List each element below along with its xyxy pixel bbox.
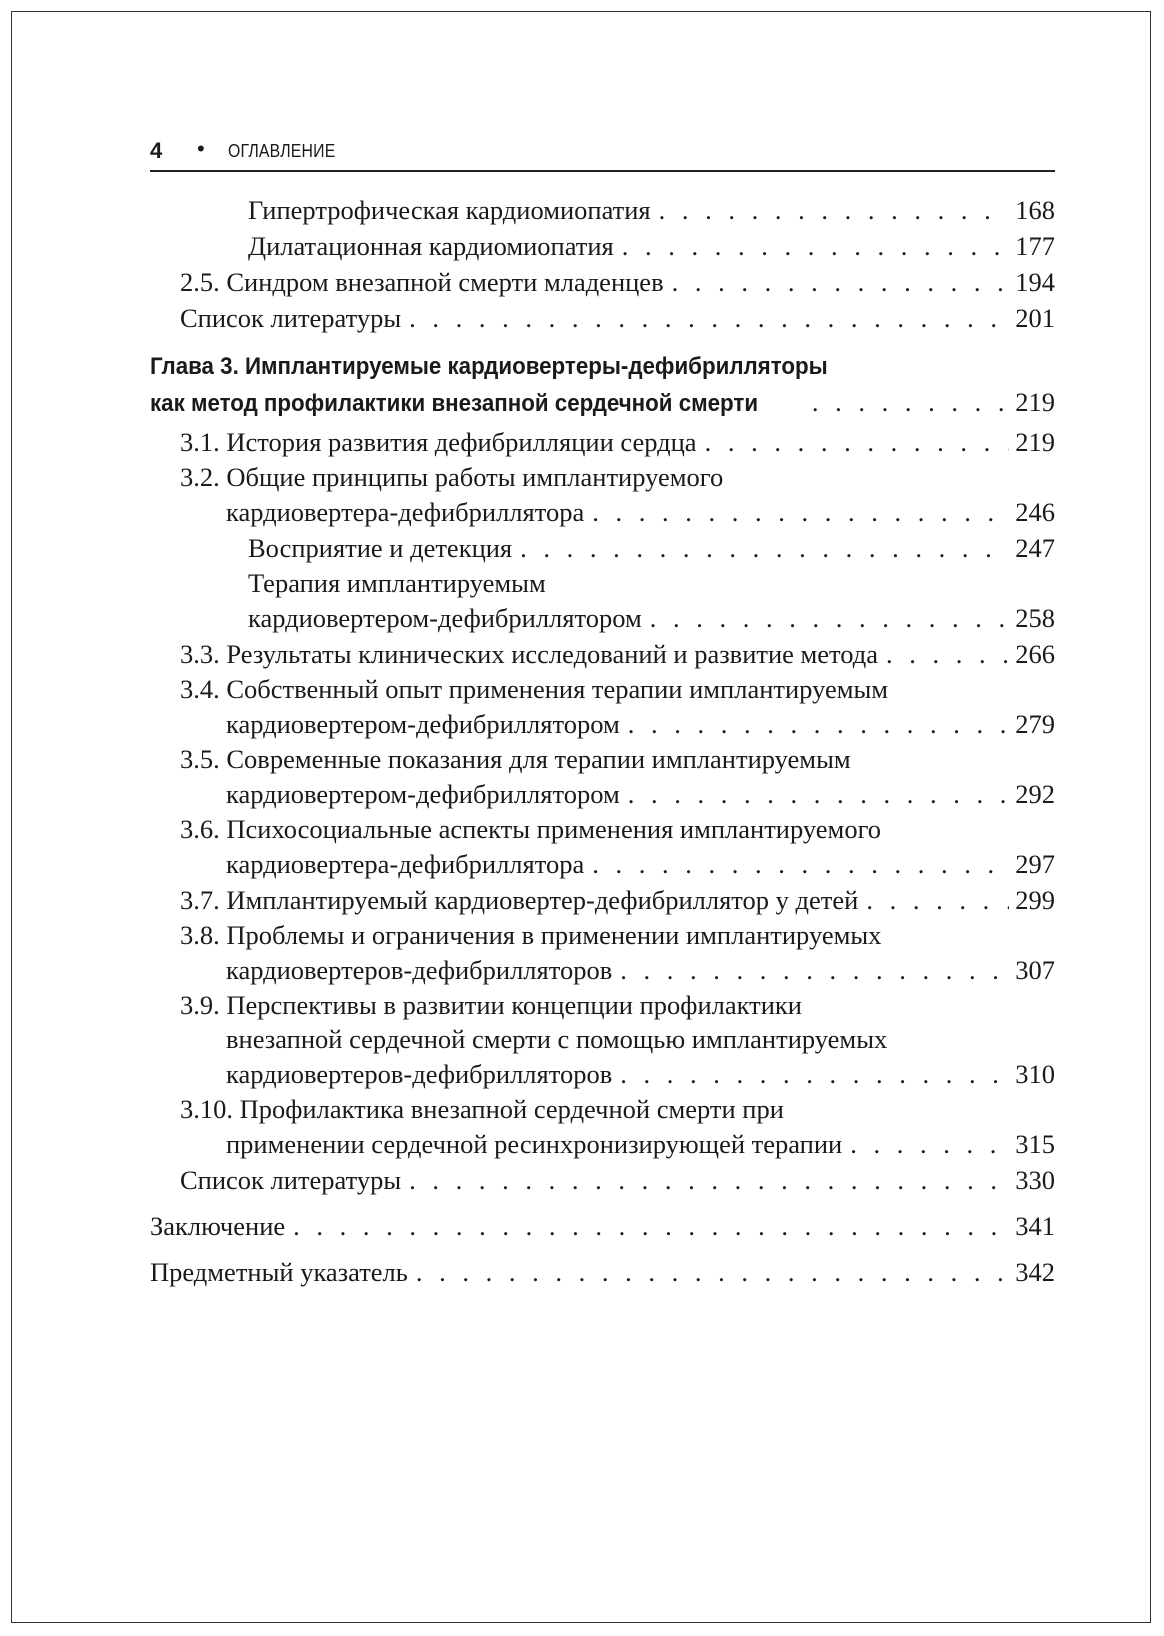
toc-entry-conclusion[interactable] [150,1208,1055,1244]
toc-entry-title-cont: применении сердечной ресинхронизирующей терапии [226,1129,843,1159]
toc-entry-title: 3.5. Современные показания для терапии имплантируемым [180,744,851,774]
dot-leader [705,424,1009,460]
toc-entry-3-2[interactable] [150,460,1055,530]
toc-entry-title-cont: кардиовертером-дефибриллятором [226,709,620,739]
toc-page-number: 315 [1015,1129,1055,1159]
toc-page-number: 310 [1015,1059,1055,1089]
dot-leader [592,846,1009,882]
toc-entry-title-cont: кардиовертером-дефибриллятором [248,603,642,633]
toc-page-number: 341 [1015,1211,1055,1241]
toc-entry-subject-index[interactable] [150,1254,1055,1290]
toc-entry-hypertrophic-cardiomyopathy[interactable] [150,192,1055,228]
toc-page-number: 219 [1015,387,1055,417]
toc-entry-title: 3.3. Результаты клинических исследований и развитие метода [180,639,879,669]
toc-page-number: 219 [1015,427,1055,457]
table-of-contents [150,192,1055,1290]
toc-entry-title: Список литературы [180,1165,402,1195]
toc-entry-3-6[interactable] [150,812,1055,882]
toc-entry-title: 3.1. История развития дефибрилляции сердца [180,427,697,457]
toc-entry-title: 3.2. Общие принципы работы имплантируемого [180,462,724,492]
toc-page-number: 279 [1015,709,1055,739]
toc-entry-title: 3.4. Собственный опыт применения терапии имплантируемым [180,674,889,704]
toc-page-number: 292 [1015,779,1055,809]
toc-entry-3-9[interactable] [150,988,1055,1092]
toc-entry-sensing-detection[interactable] [150,530,1055,566]
dot-leader [628,776,1009,812]
page-number: 4 [150,138,163,163]
toc-entry-title-cont: кардиовертеров-дефибрилляторов [226,955,613,985]
toc-entry-3-7[interactable] [150,882,1055,918]
toc-entry-title: Список литературы [180,303,402,333]
toc-page-number: 266 [1015,639,1055,669]
toc-page-number: 307 [1015,955,1055,985]
toc-page-number: 247 [1015,533,1055,563]
toc-page-number: 201 [1015,303,1055,333]
toc-entry-title-cont: кардиовертером-дефибриллятором [226,779,620,809]
toc-entry-title-cont: кардиовертера-дефибриллятора [226,849,585,879]
toc-entry-title: 3.6. Психосоциальные аспекты применения имплантируемого [180,814,882,844]
toc-entry-3-3[interactable] [150,636,1055,672]
toc-page-number: 299 [1015,885,1055,915]
dot-leader [409,300,1009,336]
toc-entry-title: Предметный указатель [150,1257,408,1287]
dot-leader [293,1208,1009,1244]
toc-entry-title: Гипертрофическая кардиомиопатия [248,195,651,225]
toc-entry-chapter-3[interactable] [150,350,1055,420]
dot-leader [672,264,1009,300]
toc-entry-2-5[interactable] [150,264,1055,300]
toc-entry-3-10[interactable] [150,1092,1055,1162]
page-frame [11,11,1151,1623]
toc-entry-title: Заключение [150,1211,286,1241]
toc-page-number: 342 [1015,1257,1055,1287]
dot-leader [659,192,1009,228]
dot-leader [866,882,1009,918]
toc-page-number: 246 [1015,497,1055,527]
toc-page-number: 258 [1015,603,1055,633]
bullet-separator: • [197,136,205,161]
toc-entry-title-cont: кардиовертера-дефибриллятора [226,497,585,527]
toc-entry-title: Восприятие и детекция [248,533,513,563]
toc-entry-3-5[interactable] [150,742,1055,812]
toc-entry-title: Терапия имплантируемым [248,568,546,598]
toc-entry-title-cont: внезапной сердечной смерти с помощью имплантируемых [226,1024,888,1054]
toc-page-number: 330 [1015,1165,1055,1195]
toc-entry-title-cont: как метод профилактики внезапной сердечной смерти [150,390,759,417]
toc-entry-title: Дилатационная кардиомиопатия [248,231,614,261]
toc-page-number: 297 [1015,849,1055,879]
dot-leader [409,1162,1009,1198]
page-header [150,136,1055,172]
toc-page-number: 194 [1015,267,1055,297]
dot-leader [886,636,1009,672]
toc-entry-3-4[interactable] [150,672,1055,742]
toc-entry-references-ch2[interactable] [150,300,1055,336]
dot-leader [620,1056,1009,1092]
dot-leader [592,494,1009,530]
toc-page-number: 177 [1015,231,1055,261]
toc-entry-title: 3.7. Имплантируемый кардиовертер-дефибриллятор у детей [180,885,859,915]
dot-leader [628,706,1009,742]
toc-entry-title: 2.5. Синдром внезапной смерти младенцев [180,267,664,297]
toc-entry-title: 3.8. Проблемы и ограничения в применении имплантируемых [180,920,882,950]
toc-entry-3-1[interactable] [150,424,1055,460]
toc-entry-icd-therapy[interactable] [150,566,1055,636]
dot-leader [650,600,1009,636]
toc-entry-title-cont: кардиовертеров-дефибрилляторов [226,1059,613,1089]
dot-leader [620,952,1009,988]
dot-leader [850,1126,1009,1162]
running-title: ОГЛАВЛЕНИЕ [228,141,336,161]
dot-leader [812,384,1009,420]
toc-entry-dilated-cardiomyopathy[interactable] [150,228,1055,264]
dot-leader [622,228,1009,264]
dot-leader [416,1254,1009,1290]
dot-leader [520,530,1009,566]
toc-entry-title: 3.10. Профилактика внезапной сердечной смерти при [180,1094,784,1124]
toc-entry-references-ch3[interactable] [150,1162,1055,1198]
toc-entry-title: Глава 3. Имплантируемые кардиовертеры-дефибрилляторы [150,353,828,380]
toc-entry-3-8[interactable] [150,918,1055,988]
toc-page-number: 168 [1015,195,1055,225]
toc-entry-title: 3.9. Перспективы в развитии концепции профилактики [180,990,802,1020]
